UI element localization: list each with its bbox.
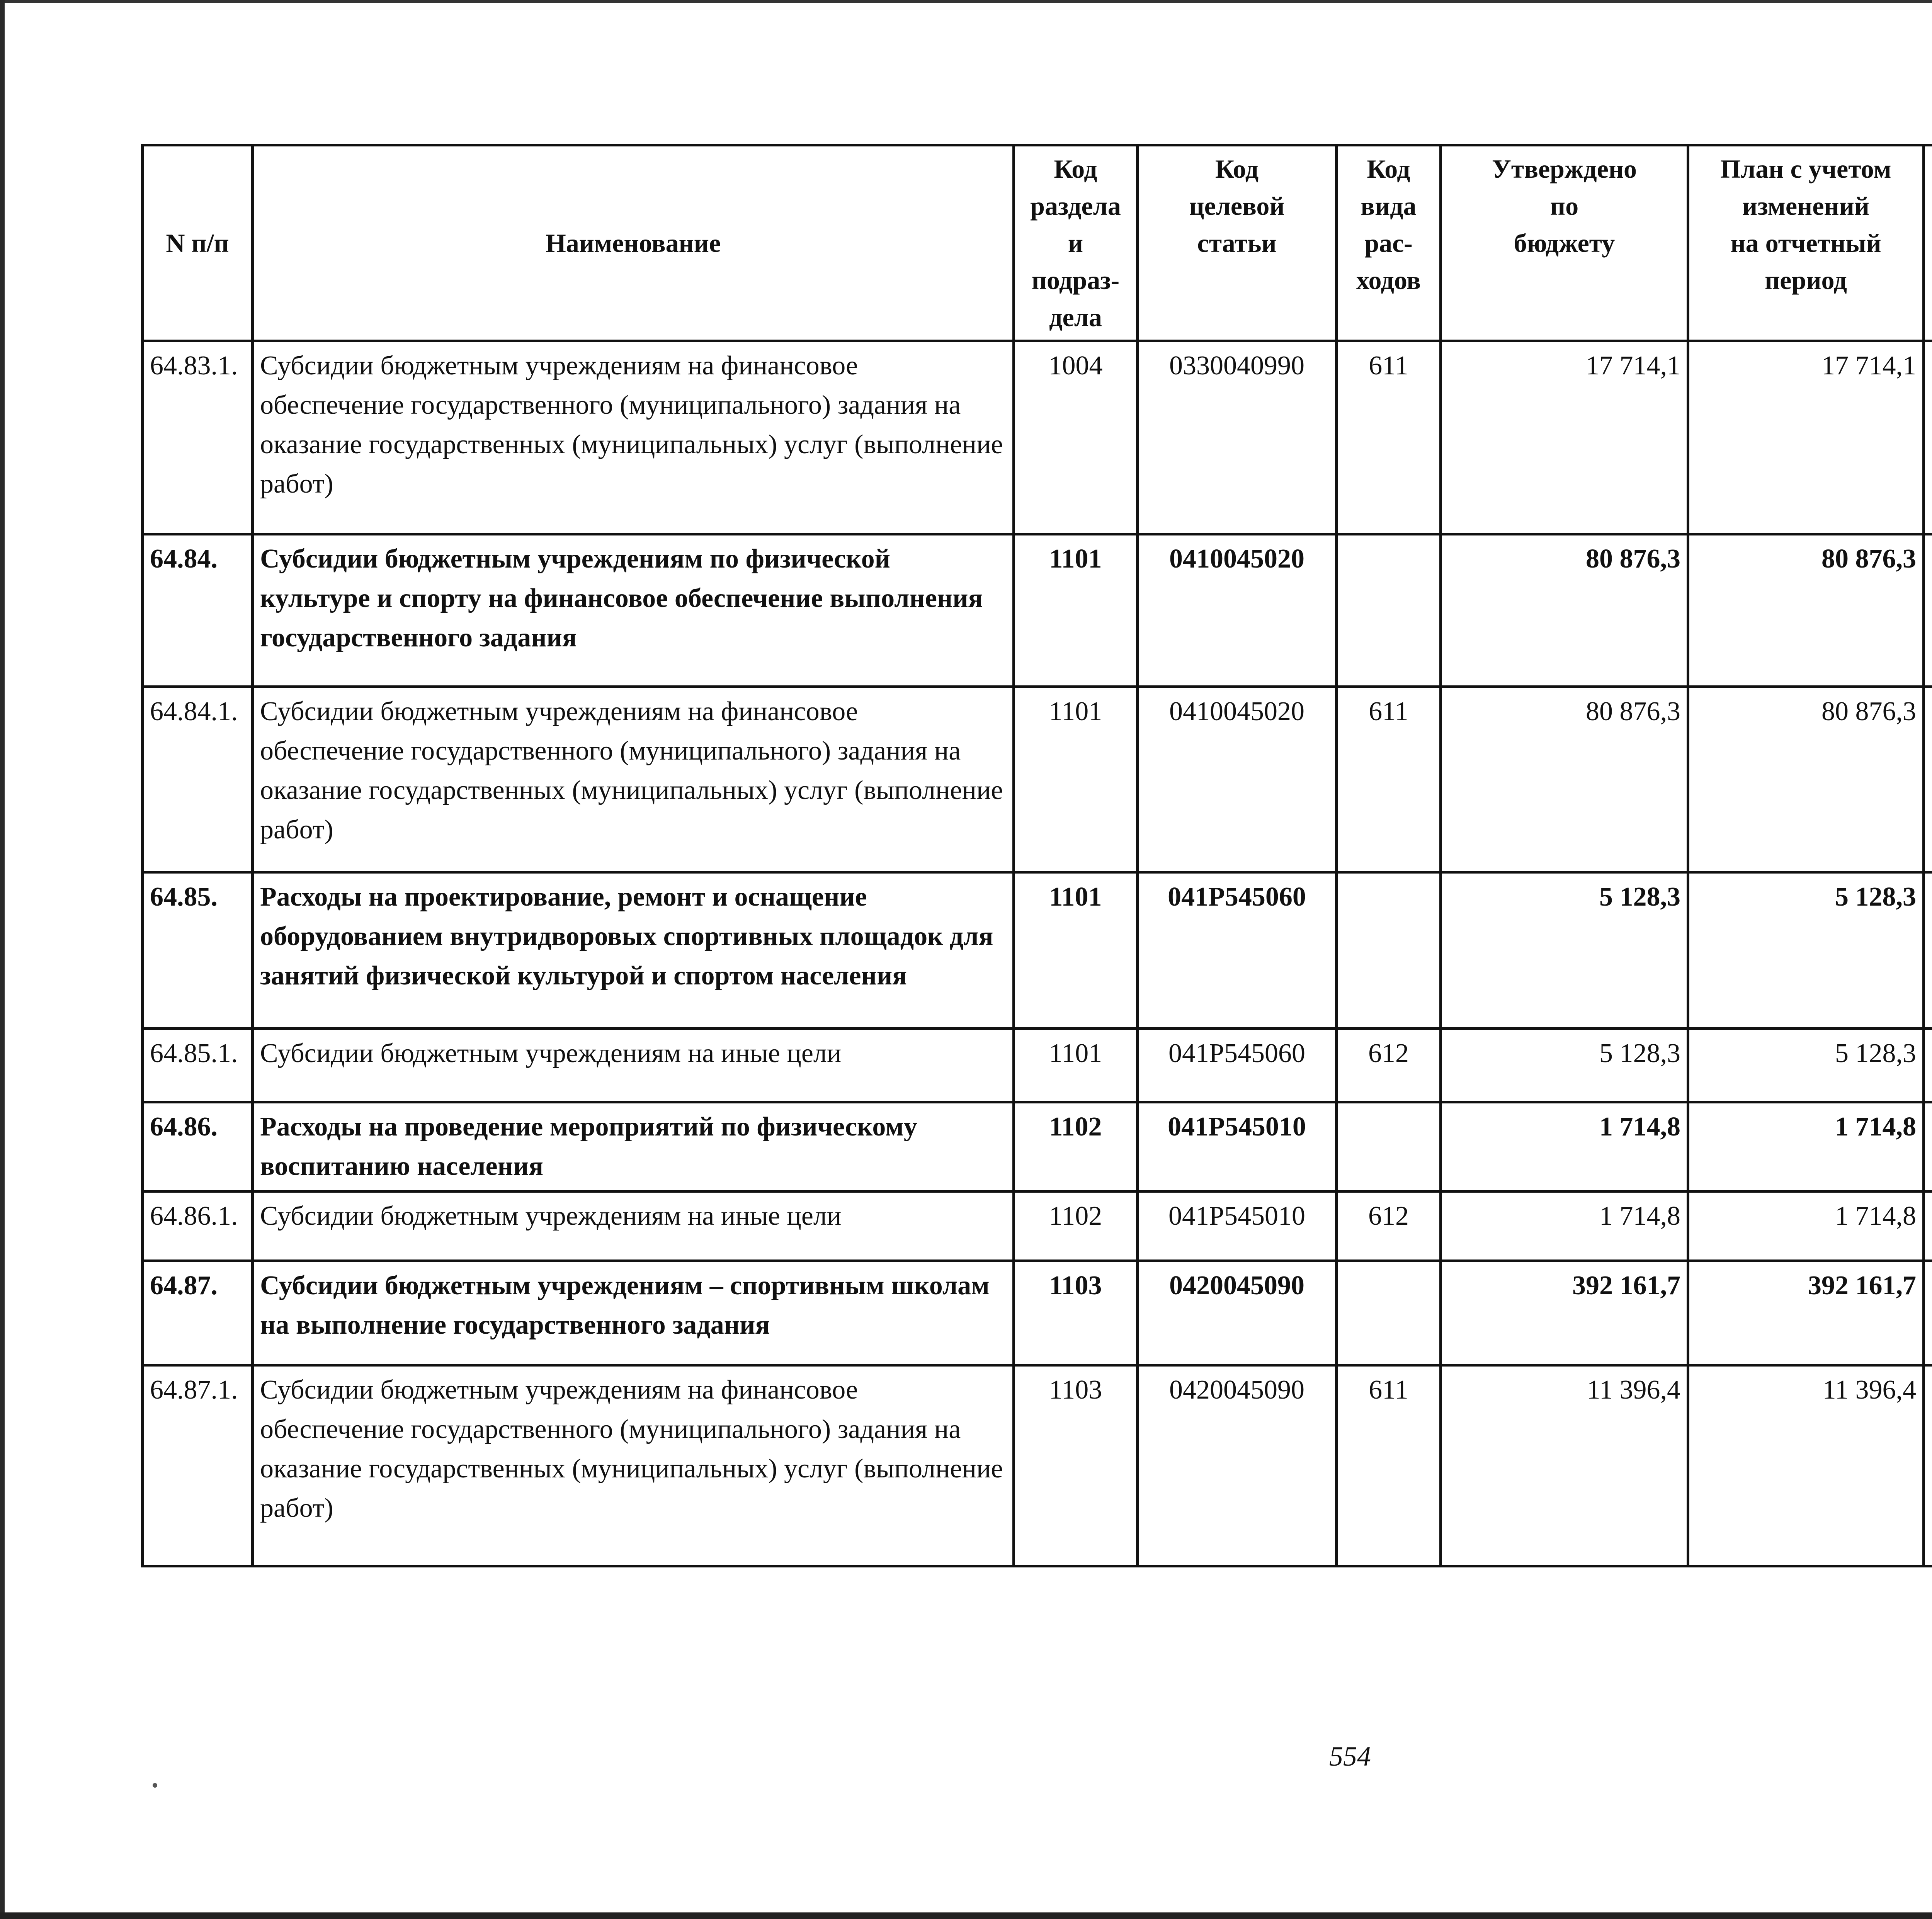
row-cst: 041P545010 <box>1138 1192 1337 1261</box>
row-vr: 611 <box>1337 1365 1441 1566</box>
table-row <box>143 1365 1932 1566</box>
row-num: 64.84.1. <box>143 687 253 872</box>
row-executed <box>1924 1102 1932 1192</box>
header-vr: Код вида рас- ходов <box>1337 145 1441 341</box>
row-vr: 611 <box>1337 341 1441 534</box>
row-name: Субсидии бюджетным учреждениям по физической культуре и спорту на финансовое обеспечение выполнения государственного задания <box>253 534 1014 687</box>
header-num: N п/п <box>143 145 253 341</box>
row-vr: 611 <box>1337 687 1441 872</box>
scan-edge-left <box>0 0 5 1919</box>
row-num: 64.84. <box>143 534 253 687</box>
table-row <box>143 534 1932 687</box>
row-cst: 0410045020 <box>1138 534 1337 687</box>
row-razdel: 1102 <box>1014 1102 1138 1192</box>
header-executed <box>1924 145 1932 341</box>
row-razdel: 1004 <box>1014 341 1138 534</box>
row-plan: 1 714,8 <box>1688 1192 1924 1261</box>
scan-edge-top <box>0 0 1932 3</box>
row-razdel: 1101 <box>1014 1029 1138 1102</box>
row-name: Субсидии бюджетным учреждениям на финансовое обеспечение государственного (муниципального) задания на оказание государственных (муниципальных) услуг (выполнение работ) <box>253 1365 1014 1566</box>
row-approved: 11 396,4 <box>1441 1365 1688 1566</box>
row-cst: 0420045090 <box>1138 1365 1337 1566</box>
header-plan: План с учетом изменений на отчетный период <box>1688 145 1924 341</box>
header-razdel: Код раздела и подраз- дела <box>1014 145 1138 341</box>
row-name: Расходы на проектирование, ремонт и оснащение оборудованием внутридворовых спортивных площадок для занятий физической культурой и спортом населения <box>253 872 1014 1029</box>
row-vr <box>1337 1102 1441 1192</box>
row-executed <box>1924 341 1932 534</box>
header-approved: Утверждено по бюджету <box>1441 145 1688 341</box>
budget-execution-table <box>141 144 1932 1567</box>
header-row-1 <box>143 145 1932 188</box>
row-cst: 0410045020 <box>1138 687 1337 872</box>
row-vr: 612 <box>1337 1192 1441 1261</box>
table-row <box>143 1029 1932 1102</box>
row-plan: 17 714,1 <box>1688 341 1924 534</box>
row-num: 64.85.1. <box>143 1029 253 1102</box>
row-cst: 041P545060 <box>1138 872 1337 1029</box>
row-cst: 041P545010 <box>1138 1102 1337 1192</box>
row-razdel: 1101 <box>1014 872 1138 1029</box>
row-executed <box>1924 687 1932 872</box>
row-cst: 0420045090 <box>1138 1261 1337 1365</box>
row-executed <box>1924 1029 1932 1102</box>
row-plan: 5 128,3 <box>1688 872 1924 1029</box>
row-vr <box>1337 534 1441 687</box>
row-razdel: 1103 <box>1014 1261 1138 1365</box>
row-cst: 0330040990 <box>1138 341 1337 534</box>
row-plan: 1 714,8 <box>1688 1102 1924 1192</box>
row-executed <box>1924 534 1932 687</box>
row-executed <box>1924 1261 1932 1365</box>
row-razdel: 1101 <box>1014 534 1138 687</box>
row-num: 64.86.1. <box>143 1192 253 1261</box>
row-name: Субсидии бюджетным учреждениям – спортивным школам на выполнение государственного задания <box>253 1261 1014 1365</box>
row-approved: 80 876,3 <box>1441 534 1688 687</box>
row-executed <box>1924 872 1932 1029</box>
row-plan: 80 876,3 <box>1688 534 1924 687</box>
row-plan: 392 161,7 <box>1688 1261 1924 1365</box>
row-approved: 392 161,7 <box>1441 1261 1688 1365</box>
row-num: 64.86. <box>143 1102 253 1192</box>
row-razdel: 1101 <box>1014 687 1138 872</box>
row-approved: 5 128,3 <box>1441 872 1688 1029</box>
row-approved: 1 714,8 <box>1441 1102 1688 1192</box>
row-approved: 1 714,8 <box>1441 1192 1688 1261</box>
row-name: Субсидии бюджетным учреждениям на финансовое обеспечение государственного (муниципального) задания на оказание государственных (муниципальных) услуг (выполнение работ) <box>253 687 1014 872</box>
table-row <box>143 1102 1932 1192</box>
table-row <box>143 1192 1932 1261</box>
row-plan: 11 396,4 <box>1688 1365 1924 1566</box>
row-vr <box>1337 1261 1441 1365</box>
page-number: 554 <box>1329 1741 1371 1772</box>
row-executed <box>1924 1192 1932 1261</box>
header-name: Наименование <box>253 145 1014 341</box>
row-cst: 041P545060 <box>1138 1029 1337 1102</box>
row-plan: 5 128,3 <box>1688 1029 1924 1102</box>
table-row <box>143 872 1932 1029</box>
table-body <box>143 341 1932 1566</box>
row-approved: 17 714,1 <box>1441 341 1688 534</box>
row-name: Субсидии бюджетным учреждениям на иные цели <box>253 1192 1014 1261</box>
table-row <box>143 1261 1932 1365</box>
header-cst: Код целевой статьи <box>1138 145 1337 341</box>
table-row <box>143 341 1932 534</box>
table-header <box>143 145 1932 341</box>
row-num: 64.87.1. <box>143 1365 253 1566</box>
row-num: 64.85. <box>143 872 253 1029</box>
row-approved: 5 128,3 <box>1441 1029 1688 1102</box>
row-name: Субсидии бюджетным учреждениям на финансовое обеспечение государственного (муниципального) задания на оказание государственных (муниципальных) услуг (выполнение работ) <box>253 341 1014 534</box>
row-razdel: 1102 <box>1014 1192 1138 1261</box>
row-name: Субсидии бюджетным учреждениям на иные цели <box>253 1029 1014 1102</box>
scan-edge-bottom <box>0 1912 1932 1919</box>
table-row <box>143 687 1932 872</box>
row-approved: 80 876,3 <box>1441 687 1688 872</box>
row-executed <box>1924 1365 1932 1566</box>
scan-speck <box>153 1783 157 1788</box>
row-plan: 80 876,3 <box>1688 687 1924 872</box>
row-razdel: 1103 <box>1014 1365 1138 1566</box>
row-name: Расходы на проведение мероприятий по физическому воспитанию населения <box>253 1102 1014 1192</box>
row-vr: 612 <box>1337 1029 1441 1102</box>
row-num: 64.83.1. <box>143 341 253 534</box>
row-vr <box>1337 872 1441 1029</box>
row-num: 64.87. <box>143 1261 253 1365</box>
